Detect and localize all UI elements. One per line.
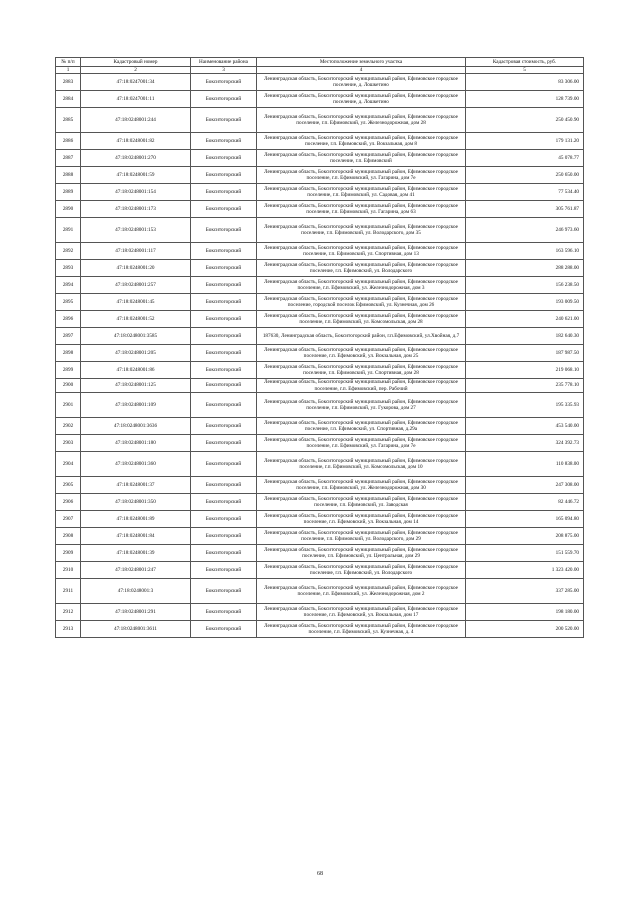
parcel-address: Ленинградская область, Бокситогорский муниципальный район, Ефимовское городское поселение, г.п. Ефимовский, ул. Спортивная, дом 13: [257, 243, 466, 260]
header-district: Наименование района: [191, 58, 257, 67]
table-row: [56, 91, 584, 108]
row-number: 2885: [56, 108, 81, 133]
parcel-address: Ленинградская область, Бокситогорский муниципальный район, Ефимовское городское поселение, г.п. Ефимовский, ул. Кузнечная, д. 4: [257, 620, 466, 637]
parcel-address: 187630, Ленинградская область, Бокситогорский район, г.п.Ефимовский, ул.Хвойная, д.7: [257, 328, 466, 345]
district-name: Бокситогорский: [191, 620, 257, 637]
cadastral-value: 163 596.10: [466, 243, 584, 260]
table-row: [56, 218, 584, 243]
cadastral-value: 195 335.93: [466, 392, 584, 417]
row-number: 2887: [56, 150, 81, 167]
row-number: 2900: [56, 379, 81, 393]
parcel-address: Ленинградская область, Бокситогорский муниципальный район, Ефимовское городское поселение, д. Лошкетино: [257, 91, 466, 108]
header-location: Местоположение земельного участка: [257, 58, 466, 67]
row-number: 2889: [56, 184, 81, 201]
cadastral-number: 47:18:0247001:34: [81, 74, 191, 91]
row-number: 2903: [56, 434, 81, 451]
cadastral-number: 47:18:0248001:117: [81, 243, 191, 260]
parcel-address: Ленинградская область, Бокситогорский муниципальный район, Ефимовское городское поселение, г.п. Ефимовский, ул. Вокзальная, дом 14: [257, 510, 466, 527]
cadastral-value: 305 761.87: [466, 201, 584, 218]
cadastral-value: 208 875.00: [466, 527, 584, 544]
district-name: Бокситогорский: [191, 434, 257, 451]
column-number: 4: [257, 67, 466, 74]
parcel-address: Ленинградская область, Бокситогорский муниципальный район, Ефимовское городское поселение, г.п. Ефимовский, ул. Железнодорожная, дом 3: [257, 277, 466, 294]
table-row: [56, 294, 584, 311]
page-number: 68: [317, 871, 323, 877]
cadastral-number: 47:18:0248001:247: [81, 561, 191, 578]
parcel-address: Ленинградская область, Бокситогорский муниципальный район, Ефимовское городское поселение, г.п. Ефимовский, ул. Гагарина, дом 7е: [257, 167, 466, 184]
cadastral-value: 240 621.00: [466, 311, 584, 328]
row-number: 2909: [56, 544, 81, 561]
table-row: [56, 476, 584, 493]
parcel-address: Ленинградская область, Бокситогорский муниципальный район, Ефимовское городское поселение, г.п. Ефимовский, ул. Железнодорожная, дом 30: [257, 476, 466, 493]
parcel-address: Ленинградская область, Бокситогорский муниципальный район, Ефимовское городское поселение, г.п. Ефимовский, ул. Садовая, дом 41: [257, 184, 466, 201]
district-name: Бокситогорский: [191, 362, 257, 379]
parcel-address: Ленинградская область, Бокситогорский муниципальный район, Ефимовское городское поселение, г.п. Ефимовский, ул. Гагарина, дом 7е: [257, 434, 466, 451]
cadastral-number: 47:18:0248001:205: [81, 345, 191, 362]
row-number: 2908: [56, 527, 81, 544]
parcel-address: Ленинградская область, Бокситогорский муниципальный район, Ефимовское городское поселение, г.п. Ефимовский, ул. Заводская: [257, 493, 466, 510]
district-name: Бокситогорский: [191, 260, 257, 277]
table-row: [56, 108, 584, 133]
table-row: [56, 417, 584, 434]
cadastral-value: 83 306.00: [466, 74, 584, 91]
table-row: [56, 544, 584, 561]
cadastral-number: 47:18:0248001:39: [81, 544, 191, 561]
header-cadastral-value: Кадастровая стоимость, руб.: [466, 58, 584, 67]
district-name: Бокситогорский: [191, 578, 257, 603]
table-row: [56, 451, 584, 476]
cadastral-number: 47:18:0248001:52: [81, 311, 191, 328]
row-number: 2905: [56, 476, 81, 493]
cadastral-number: 47:18:0248001:153: [81, 218, 191, 243]
cadastral-value: 187 987.50: [466, 345, 584, 362]
district-name: Бокситогорский: [191, 133, 257, 150]
cadastral-number: 47:18:0248001:270: [81, 150, 191, 167]
table-row: [56, 362, 584, 379]
district-name: Бокситогорский: [191, 243, 257, 260]
district-name: Бокситогорский: [191, 218, 257, 243]
cadastral-value: 156 238.50: [466, 277, 584, 294]
parcel-address: Ленинградская область, Бокситогорский муниципальный район, Ефимовское городское поселение, г.п. Ефимовский, ул. Вокзальная, дом 17: [257, 603, 466, 620]
table-row: [56, 392, 584, 417]
table-row: [56, 434, 584, 451]
column-number: 1: [56, 67, 81, 74]
table-row: [56, 493, 584, 510]
cadastral-number: 47:18:0248001:89: [81, 510, 191, 527]
row-number: 2899: [56, 362, 81, 379]
district-name: Бокситогорский: [191, 328, 257, 345]
cadastral-number: 47:18:0248001:291: [81, 603, 191, 620]
table-row: [56, 620, 584, 637]
cadastral-number: 47:18:0248001:3585: [81, 328, 191, 345]
row-number: 2888: [56, 167, 81, 184]
district-name: Бокситогорский: [191, 417, 257, 434]
cadastral-number: 47:18:0248001:37: [81, 476, 191, 493]
district-name: Бокситогорский: [191, 294, 257, 311]
row-number: 2911: [56, 578, 81, 603]
district-name: Бокситогорский: [191, 510, 257, 527]
cadastral-number: 47:18:0248001:86: [81, 362, 191, 379]
table-row: [56, 201, 584, 218]
cadastral-value: 235 778.10: [466, 379, 584, 393]
cadastral-number: 47:18:0247001:11: [81, 91, 191, 108]
row-number: 2906: [56, 493, 81, 510]
parcel-address: Ленинградская область, Бокситогорский муниципальный район, Ефимовское городское поселение, г.п. Ефимовский, ул. Вокзальная, дом 8: [257, 133, 466, 150]
district-name: Бокситогорский: [191, 184, 257, 201]
row-number: 2913: [56, 620, 81, 637]
header-number: № п/п: [56, 58, 81, 67]
row-number: 2892: [56, 243, 81, 260]
cadastral-value: 219 068.10: [466, 362, 584, 379]
parcel-address: Ленинградская область, Бокситогорский муниципальный район, Ефимовское городское поселение, г.п. Ефимовский, ул. Спортивная, дом 28: [257, 362, 466, 379]
cadastral-number: 47:18:0248001:173: [81, 201, 191, 218]
parcel-address: Ленинградская область, Бокситогорский муниципальный район, Ефимовское городское поселение, г.п. Ефимовский, ул. Центральная, дом 29: [257, 544, 466, 561]
table-row: [56, 578, 584, 603]
row-number: 2884: [56, 91, 81, 108]
parcel-address: Ленинградская область, Бокситогорский муниципальный район, Ефимовское городское поселение, г.п. Ефимовский, ул. Володарского: [257, 260, 466, 277]
cadastral-value: 288 288.00: [466, 260, 584, 277]
cadastral-value: 250 650.00: [466, 167, 584, 184]
district-name: Бокситогорский: [191, 561, 257, 578]
cadastral-number: 47:18:0248001:180: [81, 434, 191, 451]
table-row: [56, 328, 584, 345]
district-name: Бокситогорский: [191, 311, 257, 328]
cadastral-value: 179 131.20: [466, 133, 584, 150]
header-cadastral-number: Кадастровый номер: [81, 58, 191, 67]
column-number: 5: [466, 67, 584, 74]
row-number: 2912: [56, 603, 81, 620]
row-number: 2904: [56, 451, 81, 476]
table-row: [56, 510, 584, 527]
row-number: 2894: [56, 277, 81, 294]
cadastral-value: 45 078.77: [466, 150, 584, 167]
table-row: [56, 74, 584, 91]
table-row: [56, 527, 584, 544]
cadastral-value: 198 180.00: [466, 603, 584, 620]
row-number: 2895: [56, 294, 81, 311]
cadastral-number: 47:18:0248001:20: [81, 260, 191, 277]
cadastral-number: 47:18:0248001:3611: [81, 620, 191, 637]
table-body: [56, 74, 584, 638]
cadastral-number: 47:18:0248001:84: [81, 527, 191, 544]
cadastral-value: 82 446.72: [466, 493, 584, 510]
cadastral-number: 47:18:0248001:109: [81, 392, 191, 417]
cadastral-number: 47:18:0248001:360: [81, 451, 191, 476]
cadastral-number: 47:18:0248001:45: [81, 294, 191, 311]
row-number: 2886: [56, 133, 81, 150]
district-name: Бокситогорский: [191, 345, 257, 362]
cadastral-number: 47:18:0248001:244: [81, 108, 191, 133]
column-number-row: [56, 67, 584, 74]
parcel-address: Ленинградская область, Бокситогорский муниципальный район, Ефимовское городское поселение, д. Лошкетино: [257, 74, 466, 91]
district-name: Бокситогорский: [191, 150, 257, 167]
row-number: 2896: [56, 311, 81, 328]
cadastral-value: 193 009.50: [466, 294, 584, 311]
table-row: [56, 603, 584, 620]
table-row: [56, 277, 584, 294]
district-name: Бокситогорский: [191, 392, 257, 417]
parcel-address: Ленинградская область, Бокситогорский муниципальный район, Ефимовское городское поселение, г.п. Ефимовский, ул. Гукорова, дом 27: [257, 392, 466, 417]
table-row: [56, 150, 584, 167]
table-row: [56, 311, 584, 328]
parcel-address: Ленинградская область, Бокситогорский муниципальный район, Ефимовское городское поселение, г.п. Ефимовский, ул. Гагарина, дом 63: [257, 201, 466, 218]
row-number: 2891: [56, 218, 81, 243]
parcel-address: Ленинградская область, Бокситогорский муниципальный район, Ефимовское городское поселение, г.п. Ефимовский, пер. Рабочий: [257, 379, 466, 393]
cadastral-value: 151 559.70: [466, 544, 584, 561]
district-name: Бокситогорский: [191, 493, 257, 510]
district-name: Бокситогорский: [191, 544, 257, 561]
cadastral-value: 1 323 420.00: [466, 561, 584, 578]
cadastral-number: 47:18:0248001:154: [81, 184, 191, 201]
district-name: Бокситогорский: [191, 379, 257, 393]
row-number: 2901: [56, 392, 81, 417]
cadastral-number: 47:18:0248001:257: [81, 277, 191, 294]
cadastral-number: 47:18:0248001:3: [81, 578, 191, 603]
district-name: Бокситогорский: [191, 603, 257, 620]
parcel-address: Ленинградская область, Бокситогорский муниципальный район, Ефимовское городское поселение, г.п. Ефимовский: [257, 150, 466, 167]
cadastral-number: 47:18:0248001:82: [81, 133, 191, 150]
cadastral-number: 47:18:0248001:350: [81, 493, 191, 510]
district-name: Бокситогорский: [191, 476, 257, 493]
district-name: Бокситогорский: [191, 527, 257, 544]
cadastral-value: 453 540.00: [466, 417, 584, 434]
cadastral-value: 200 520.00: [466, 620, 584, 637]
cadastral-number: 47:18:0248001:59: [81, 167, 191, 184]
cadastral-value: 110 838.00: [466, 451, 584, 476]
table-row: [56, 345, 584, 362]
parcel-address: Ленинградская область, Бокситогорский муниципальный район, Ефимовское городское поселение, г.п. Ефимовский, ул. Комсомольская, дом 10: [257, 451, 466, 476]
column-number: 3: [191, 67, 257, 74]
row-number: 2902: [56, 417, 81, 434]
parcel-address: Ленинградская область, Бокситогорский муниципальный район, Ефимовское городское поселение, г.п. Ефимовский, ул. Володарского, дом 35: [257, 218, 466, 243]
parcel-address: Ленинградская область, Бокситогорский муниципальный район, Ефимовское городское поселение, г.п. Ефимовский, ул. Володарского: [257, 561, 466, 578]
row-number: 2890: [56, 201, 81, 218]
column-number: 2: [81, 67, 191, 74]
table-header-row: [56, 58, 584, 67]
parcel-address: Ленинградская область, Бокситогорский муниципальный район, Ефимовское городское поселение, г.п. Ефимовский, ул. Спортивная, д.29а: [257, 417, 466, 434]
district-name: Бокситогорский: [191, 91, 257, 108]
table-row: [56, 561, 584, 578]
cadastral-value: 77 534.40: [466, 184, 584, 201]
row-number: 2898: [56, 345, 81, 362]
district-name: Бокситогорский: [191, 451, 257, 476]
district-name: Бокситогорский: [191, 201, 257, 218]
cadastral-value: 165 094.80: [466, 510, 584, 527]
row-number: 2893: [56, 260, 81, 277]
parcel-address: Ленинградская область, Бокситогорский муниципальный район, Ефимовское городское поселение, г.п. Ефимовский, ул. Железнодорожная, дом 2: [257, 578, 466, 603]
parcel-address: Ленинградская область, Бокситогорский муниципальный район, Ефимовское городское поселение, городской поселок Ефимовский, ул. Кузнечная, дом 26: [257, 294, 466, 311]
cadastral-value-table: [55, 57, 584, 638]
parcel-address: Ленинградская область, Бокситогорский муниципальный район, Ефимовское городское поселение, г.п. Ефимовский, ул. Вокзальная, дом 25: [257, 345, 466, 362]
cadastral-value: 337 285.00: [466, 578, 584, 603]
cadastral-value: 324 392.73: [466, 434, 584, 451]
district-name: Бокситогорский: [191, 74, 257, 91]
row-number: 2883: [56, 74, 81, 91]
cadastral-value: 246 973.60: [466, 218, 584, 243]
parcel-address: Ленинградская область, Бокситогорский муниципальный район, Ефимовское городское поселение, г.п. Ефимовский, ул. Володарского, дом 29: [257, 527, 466, 544]
table-row: [56, 133, 584, 150]
table-row: [56, 379, 584, 393]
table-row: [56, 260, 584, 277]
district-name: Бокситогорский: [191, 108, 257, 133]
cadastral-value: 182 640.30: [466, 328, 584, 345]
parcel-address: Ленинградская область, Бокситогорский муниципальный район, Ефимовское городское поселение, г.п. Ефимовский, ул. Железнодорожная, дом 28: [257, 108, 466, 133]
table-row: [56, 243, 584, 260]
row-number: 2910: [56, 561, 81, 578]
cadastral-value: 128 739.00: [466, 91, 584, 108]
parcel-address: Ленинградская область, Бокситогорский муниципальный район, Ефимовское городское поселение, г.п. Ефимовский, ул. Комсомольская, дом 28: [257, 311, 466, 328]
table-row: [56, 184, 584, 201]
district-name: Бокситогорский: [191, 277, 257, 294]
cadastral-number: 47:18:0248001:3636: [81, 417, 191, 434]
district-name: Бокситогорский: [191, 167, 257, 184]
cadastral-value: 250 450.90: [466, 108, 584, 133]
cadastral-number: 47:18:0248001:125: [81, 379, 191, 393]
row-number: 2907: [56, 510, 81, 527]
cadastral-value: 247 308.00: [466, 476, 584, 493]
row-number: 2897: [56, 328, 81, 345]
table-row: [56, 167, 584, 184]
